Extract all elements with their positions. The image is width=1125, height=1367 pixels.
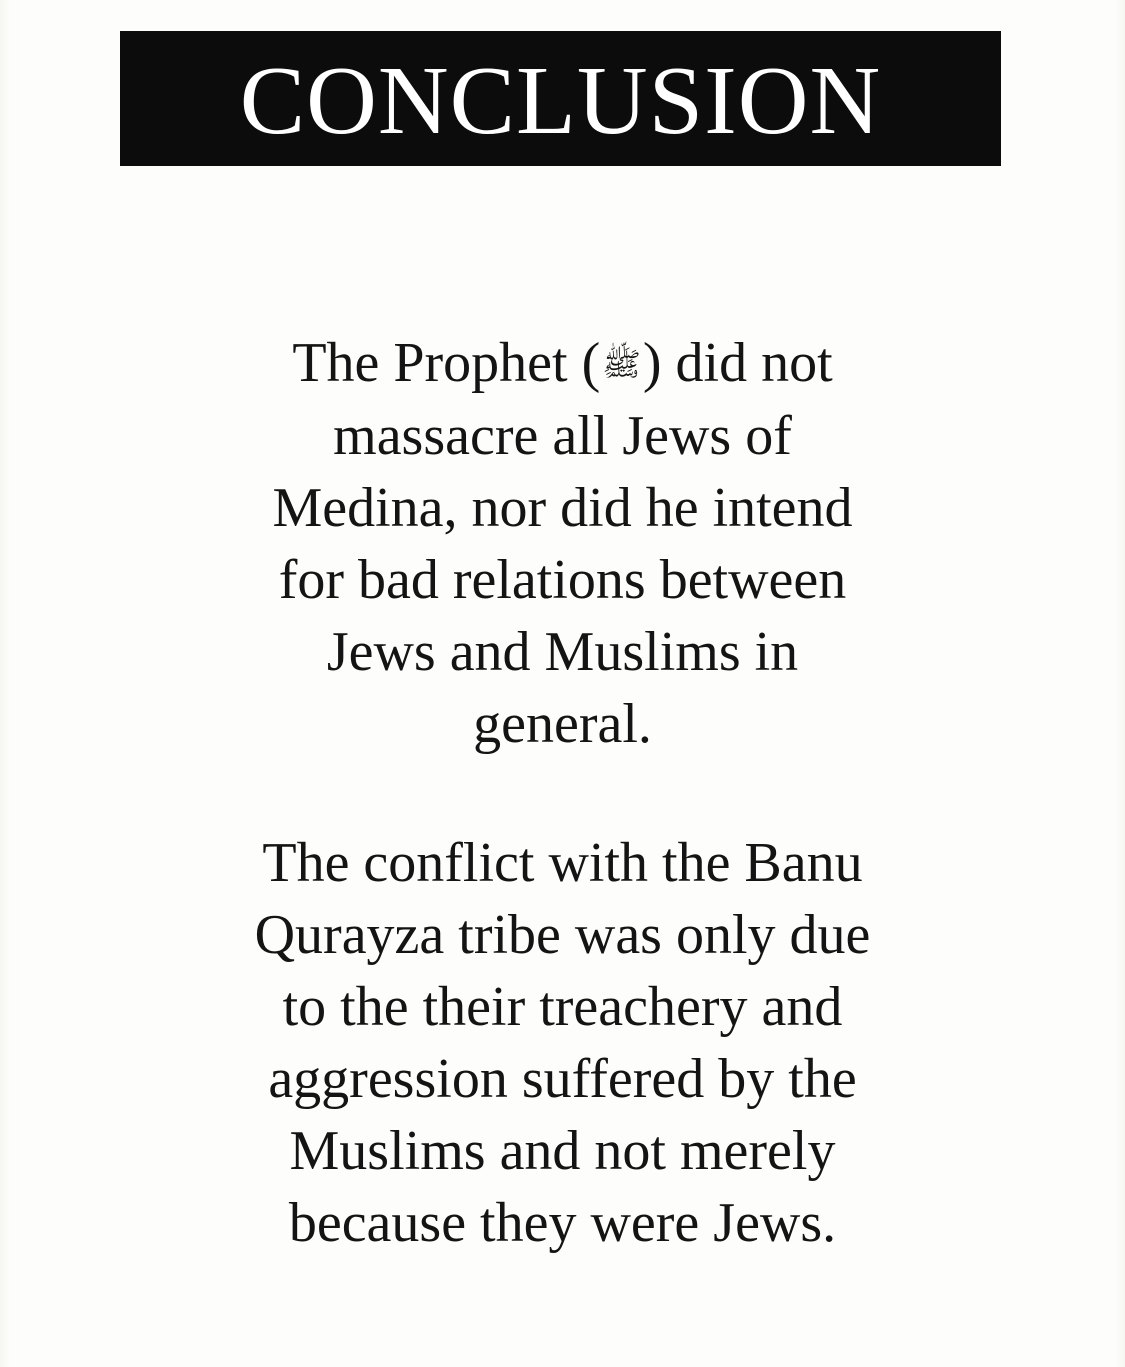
paragraph-1-line-5: Jews and Muslims in bbox=[326, 621, 799, 683]
paragraph-1-line-3: Medina, nor did he intend bbox=[272, 477, 853, 539]
honorific-glyph: ﷺ bbox=[602, 346, 641, 382]
paragraph-2-line-1: The conflict with the Banu bbox=[262, 832, 863, 894]
paragraph-2-line-3: to the their treachery and bbox=[282, 976, 843, 1038]
paragraph-2-line-2: Qurayza tribe was only due bbox=[254, 904, 871, 966]
paragraph-2-line-6: because they were Jews. bbox=[288, 1192, 837, 1254]
paragraph-1-line-4: for bad relations between bbox=[278, 549, 847, 611]
title-banner bbox=[120, 31, 1001, 166]
paragraph-2 bbox=[140, 827, 985, 1259]
text-segment: The Prophet ( bbox=[292, 332, 601, 394]
paragraph-2-line-5: Muslims and not merely bbox=[289, 1120, 836, 1182]
paragraph-1 bbox=[140, 327, 985, 760]
page-title: CONCLUSION bbox=[239, 46, 882, 155]
paragraph-2-line-4: aggression suffered by the bbox=[268, 1048, 857, 1110]
text-segment: ) did not bbox=[642, 332, 833, 394]
paragraph-1-line-2: massacre all Jews of bbox=[333, 405, 792, 467]
paragraph-1-line-6: general. bbox=[473, 693, 652, 755]
paragraph-1-line-1 bbox=[140, 327, 985, 400]
